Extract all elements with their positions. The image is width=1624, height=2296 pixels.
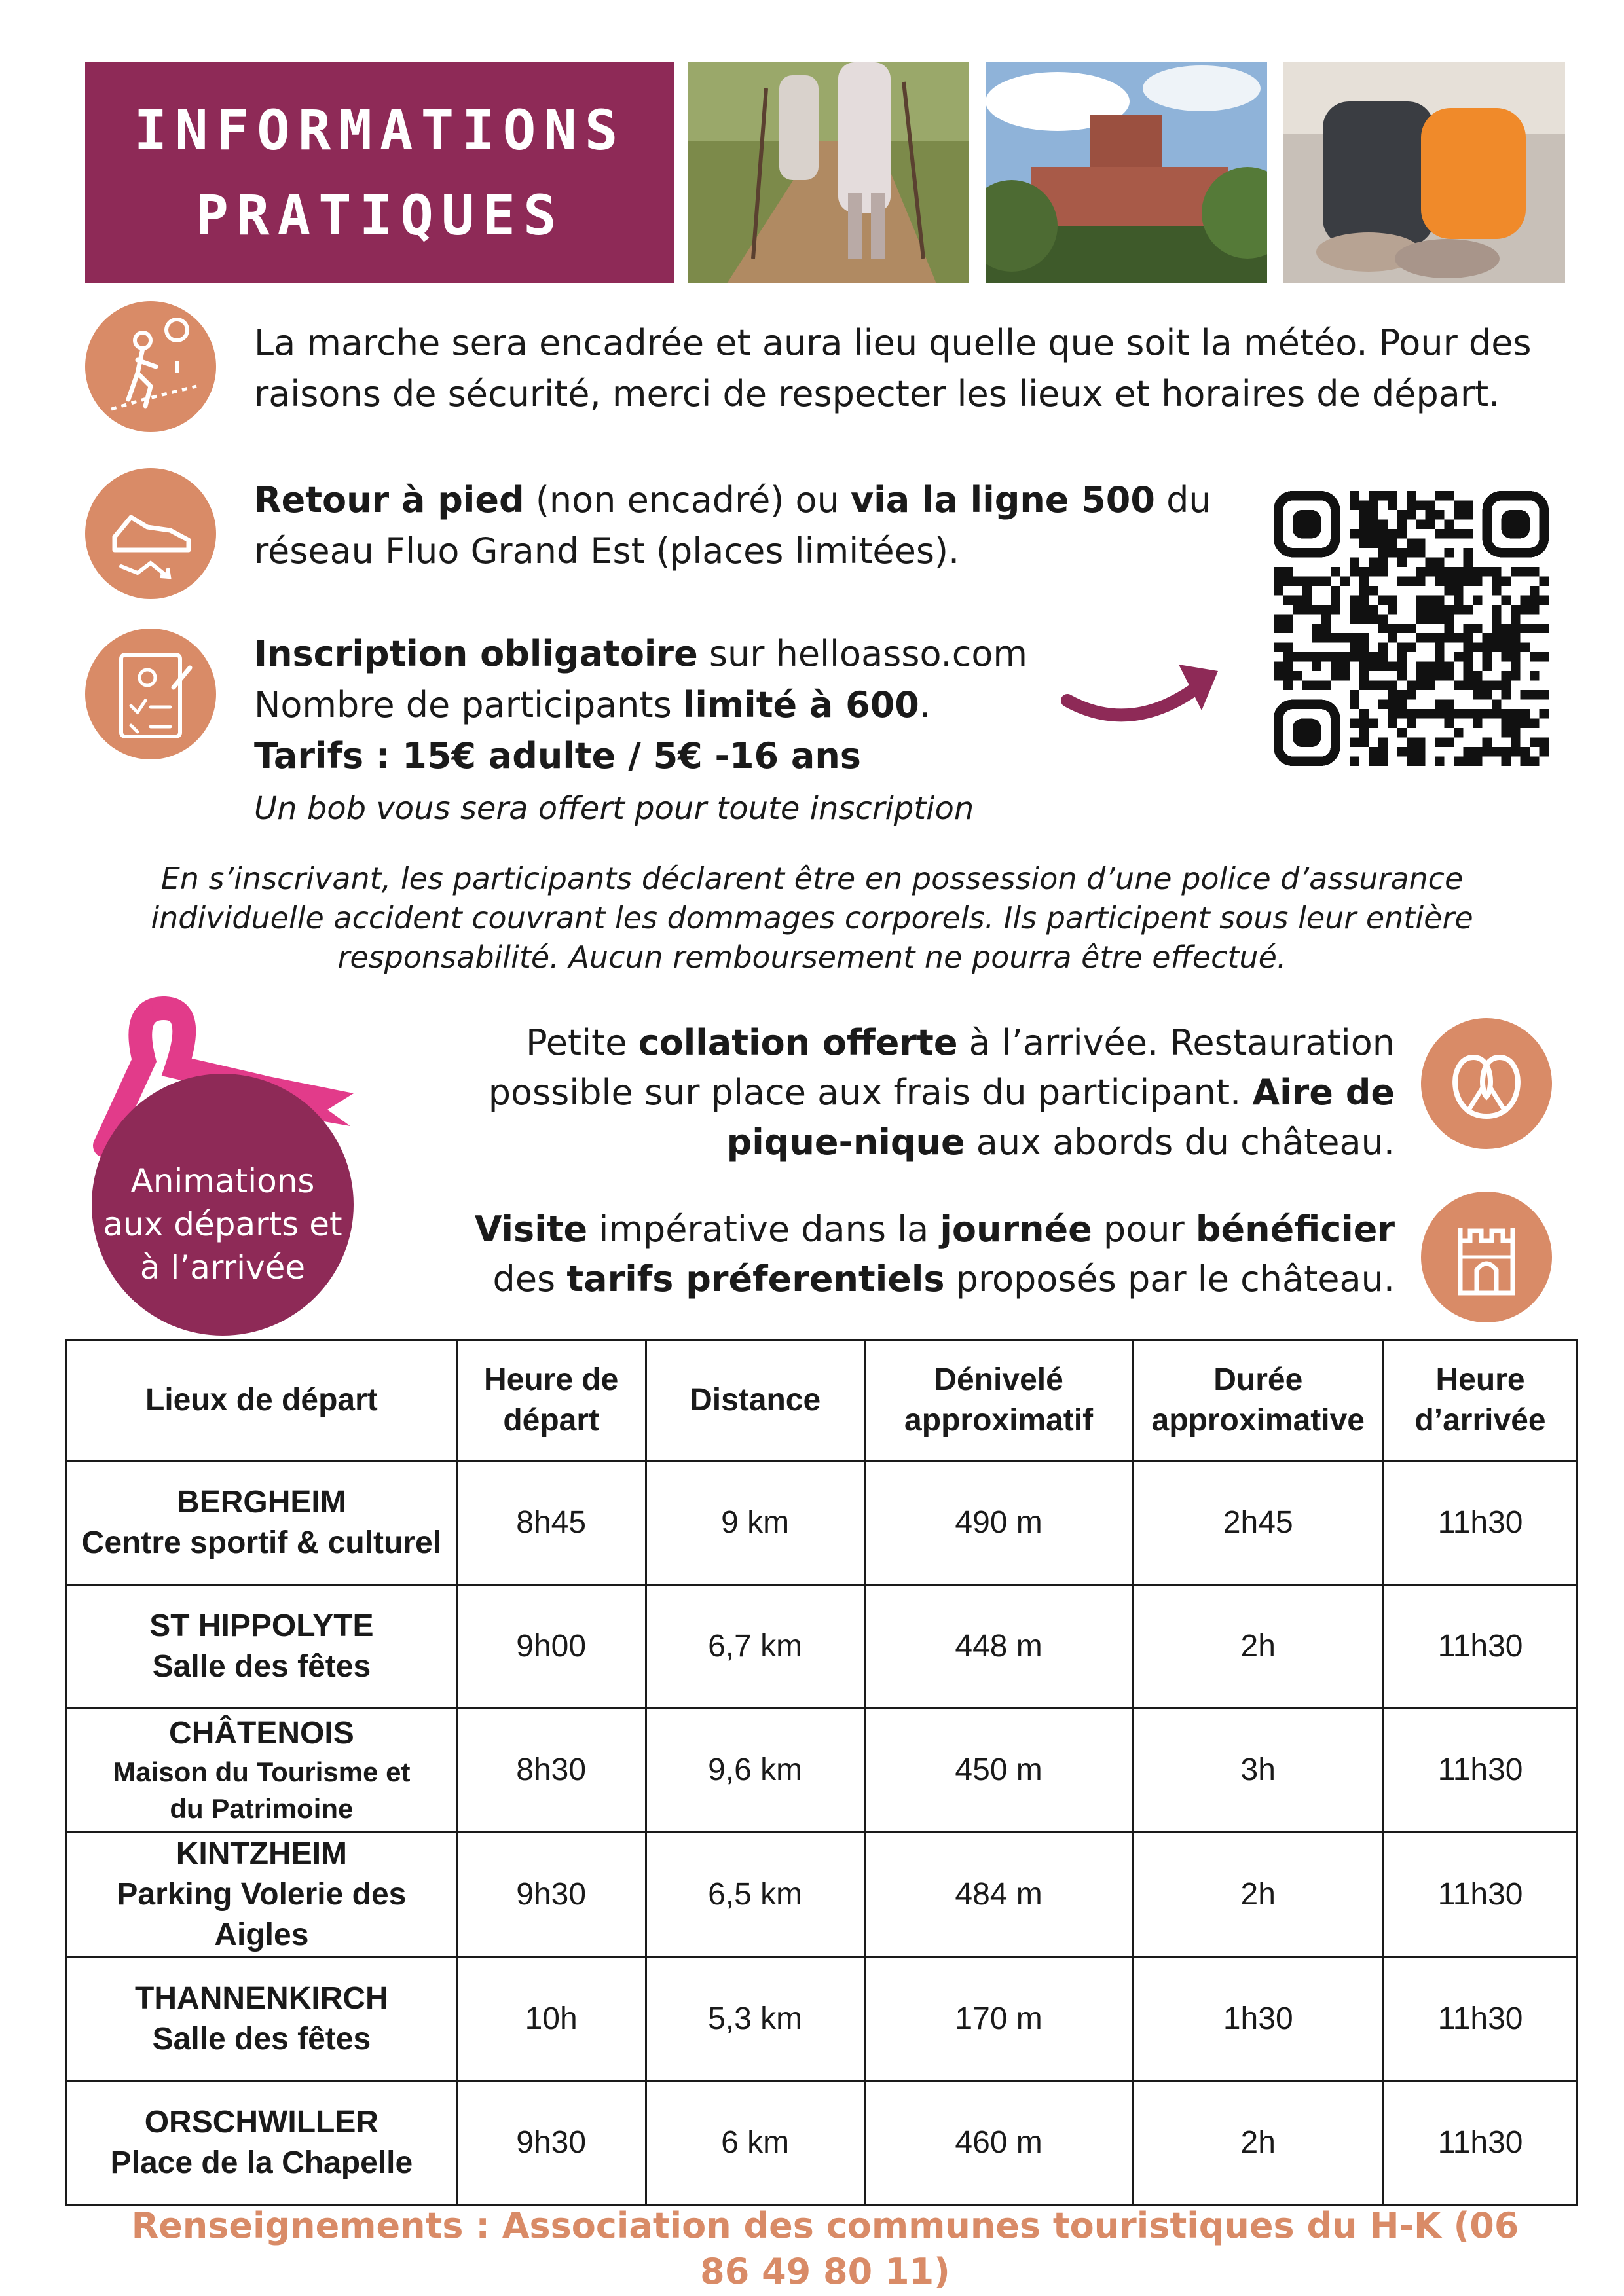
- qr-code[interactable]: [1274, 491, 1549, 766]
- cell-distance: 6,7 km: [646, 1585, 864, 1709]
- visit-text: [419, 1205, 1395, 1304]
- col-header-departure-time-l2: départ: [503, 1403, 600, 1438]
- contact-footer: Renseignements : Association des communes touristiques du H-K (06 86 49 80 11): [131, 2205, 1519, 2292]
- info-registration-text: [254, 629, 1105, 833]
- backpack-photo: [1283, 62, 1565, 283]
- cell-duration: 2h: [1133, 1832, 1384, 1958]
- cell-distance: 5,3 km: [646, 1958, 864, 2081]
- table-row: [67, 1709, 1578, 1832]
- cell-elevation: 450 m: [864, 1709, 1133, 1832]
- cell-departure: 9h30: [456, 2081, 646, 2205]
- participants-text: Nombre de participants: [254, 684, 683, 725]
- animations-badge: [92, 1074, 354, 1336]
- visit-l1-a: impérative dans la: [587, 1209, 940, 1250]
- castle-tower-icon: [1421, 1192, 1552, 1322]
- cell-arrival: 11h30: [1384, 2081, 1578, 2205]
- return-du-text: du: [1154, 479, 1211, 520]
- cell-arrival: 11h30: [1384, 1958, 1578, 2081]
- visit-benefit-label: bénéficier: [1195, 1209, 1395, 1250]
- badge-line-1: Animations: [130, 1162, 315, 1200]
- snack-text: [419, 1018, 1395, 1167]
- cell-location: [67, 2081, 457, 2205]
- visit-l2-b: proposés par le château.: [944, 1258, 1395, 1300]
- table-row: [67, 1585, 1578, 1709]
- visit-rates-label: tarifs préferentiels: [566, 1258, 945, 1300]
- cell-arrival: 11h30: [1384, 1709, 1578, 1832]
- col-header-location: Lieux de départ: [67, 1340, 457, 1461]
- cell-arrival: 11h30: [1384, 1585, 1578, 1709]
- cell-distance: 9,6 km: [646, 1709, 864, 1832]
- snack-area-label: Aire de: [1252, 1072, 1395, 1113]
- col-header-duration-l2: approximative: [1151, 1403, 1365, 1438]
- visit-day-label: journée: [940, 1209, 1092, 1250]
- col-header-elevation-l1: Dénivelé: [934, 1362, 1063, 1397]
- arrow-icon: [1061, 645, 1231, 730]
- disclaimer-line-1: En s’inscrivant, les participants déclarent être en possession d’une police d’assurance: [160, 861, 1464, 896]
- title-line-1: INFORMATIONS: [134, 98, 626, 162]
- visit-l1-b: pour: [1092, 1209, 1196, 1250]
- line-500-label: via la ligne 500: [850, 479, 1155, 520]
- registration-site-text: sur helloasso.com: [697, 633, 1028, 674]
- badge-line-2: aux départs et: [103, 1205, 342, 1243]
- info-return-text: [254, 475, 1236, 577]
- visit-label: Visite: [474, 1209, 588, 1250]
- cell-location: [67, 1958, 457, 2081]
- insurance-disclaimer: [79, 859, 1545, 977]
- col-header-arrival: [1384, 1340, 1578, 1461]
- cell-departure: 9h30: [456, 1832, 646, 1958]
- badge-line-3: à l’arrivée: [139, 1248, 306, 1286]
- hikers-photo: [688, 62, 969, 283]
- snack-l2-a: possible sur place aux frais du participant.: [488, 1072, 1253, 1113]
- col-header-elevation-l2: approximatif: [904, 1403, 1094, 1438]
- col-header-distance: Distance: [646, 1340, 864, 1461]
- cell-location: [67, 1832, 457, 1958]
- title-line-2: PRATIQUES: [195, 183, 564, 247]
- location-place: Salle des fêtes: [152, 2022, 371, 2056]
- snack-l3-b: aux abords du château.: [965, 1121, 1395, 1163]
- col-header-departure-time-l1: Heure de: [483, 1362, 619, 1397]
- table-row: [67, 2081, 1578, 2205]
- location-place: Centre sportif & culturel: [81, 1525, 442, 1560]
- cell-duration: 2h: [1133, 1585, 1384, 1709]
- form-icon: [85, 629, 216, 759]
- cell-distance: 6 km: [646, 2081, 864, 2205]
- registration-required-label: Inscription obligatoire: [254, 633, 698, 674]
- location-name: KINTZHEIM: [175, 1836, 348, 1871]
- col-header-arrival-l1: Heure: [1435, 1362, 1525, 1397]
- cell-elevation: 484 m: [864, 1832, 1133, 1958]
- bob-offer-text: Un bob vous sera offert pour toute inscription: [254, 790, 974, 827]
- shoe-icon: [85, 468, 216, 599]
- cell-duration: 2h45: [1133, 1461, 1384, 1585]
- cell-departure: 8h45: [456, 1461, 646, 1585]
- castle-photo: [986, 62, 1267, 283]
- col-header-arrival-l2: d’arrivée: [1414, 1403, 1546, 1438]
- col-header-departure-time: [456, 1340, 646, 1461]
- location-place: Parking Volerie des Aigles: [117, 1877, 407, 1952]
- col-header-duration: [1133, 1340, 1384, 1461]
- snack-l1-b: à l’arrivée. Restauration: [957, 1022, 1395, 1063]
- rates-text: Tarifs : 15€ adulte / 5€ -16 ans: [254, 735, 861, 776]
- snack-picnic-label: pique-nique: [726, 1121, 965, 1163]
- return-network-text: réseau Fluo Grand Est (places limitées).: [254, 530, 960, 572]
- info-weather-text: La marche sera encadrée et aura lieu quelle que soit la météo. Pour des raisons de sécurité, merci de respecter les lieux et horaires de départ.: [254, 322, 1532, 414]
- cell-arrival: 11h30: [1384, 1461, 1578, 1585]
- location-name: ST HIPPOLYTE: [149, 1609, 374, 1643]
- cell-distance: 9 km: [646, 1461, 864, 1585]
- snack-offered: collation offerte: [638, 1022, 958, 1063]
- cell-elevation: 170 m: [864, 1958, 1133, 2081]
- location-name: ORSCHWILLER: [144, 2105, 379, 2140]
- cell-arrival: 11h30: [1384, 1832, 1578, 1958]
- location-place: Place de la Chapelle: [110, 2145, 413, 2180]
- cell-duration: 3h: [1133, 1709, 1384, 1832]
- hiker-location-icon: [85, 301, 216, 432]
- table-header-row: [67, 1340, 1578, 1461]
- title-banner: [85, 62, 674, 283]
- visit-l2-a: des: [492, 1258, 567, 1300]
- participants-period: .: [919, 684, 931, 725]
- location-place: Salle des fêtes: [152, 1649, 371, 1684]
- cell-elevation: 448 m: [864, 1585, 1133, 1709]
- location-place: Maison du Tourisme et du Patrimoine: [113, 1757, 411, 1824]
- location-name: THANNENKIRCH: [135, 1981, 388, 2016]
- cell-distance: 6,5 km: [646, 1832, 864, 1958]
- cell-duration: 1h30: [1133, 1958, 1384, 2081]
- pretzel-icon: [1421, 1018, 1552, 1149]
- snack-l1-a: Petite: [526, 1022, 638, 1063]
- cell-location: [67, 1585, 457, 1709]
- disclaimer-line-3: responsabilité. Aucun remboursement ne pourra être effectué.: [337, 939, 1287, 975]
- cell-duration: 2h: [1133, 2081, 1384, 2205]
- departures-table: [65, 1339, 1578, 2206]
- col-header-elevation: [864, 1340, 1133, 1461]
- cell-departure: 10h: [456, 1958, 646, 2081]
- cell-elevation: 460 m: [864, 2081, 1133, 2205]
- return-walk-label: Retour à pied: [254, 479, 525, 520]
- cell-elevation: 490 m: [864, 1461, 1133, 1585]
- participants-limit: limité à 600: [682, 684, 919, 725]
- cell-location: [67, 1709, 457, 1832]
- location-name: BERGHEIM: [177, 1485, 346, 1520]
- table-row: [67, 1832, 1578, 1958]
- cell-departure: 8h30: [456, 1709, 646, 1832]
- return-mid-text: (non encadré) ou: [524, 479, 851, 520]
- table-row: [67, 1461, 1578, 1585]
- cell-location: [67, 1461, 457, 1585]
- disclaimer-line-2: individuelle accident couvrant les dommages corporels. Ils participent sous leur entière: [151, 900, 1473, 936]
- cell-departure: 9h00: [456, 1585, 646, 1709]
- table-row: [67, 1958, 1578, 2081]
- col-header-duration-l1: Durée: [1213, 1362, 1303, 1397]
- location-name: CHÂTENOIS: [169, 1716, 354, 1751]
